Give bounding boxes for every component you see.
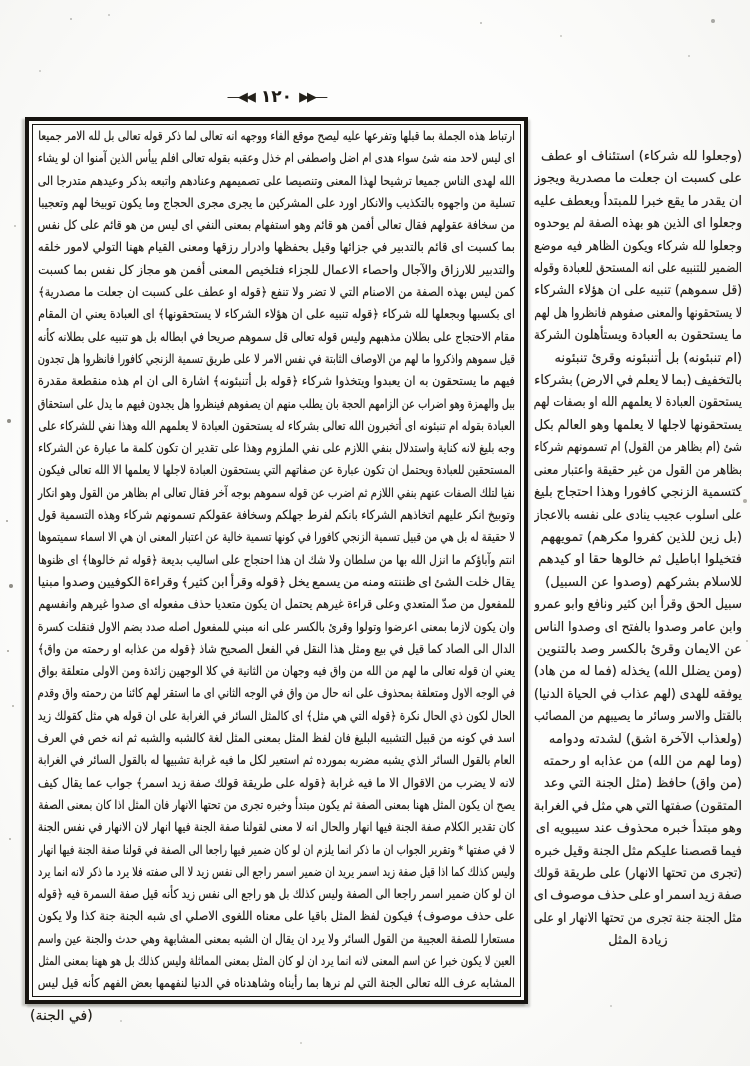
main-text-line: الدال الى الصاد كما قيل في بيع ومثل هذا النقل في الفعل الصحيح شاذ ﴿قوله من عذابه او رحمته من واق﴾ <box>37 640 515 656</box>
page-number: ١٢٠ <box>260 87 293 107</box>
main-text-line: كان تقدير الكلام صفة الجنة فيها انهار والحال انه لا معنى لقولنا صفة الجنة فيها انهار لان الانهار في نفس الجنة <box>37 819 516 835</box>
margin-text-line: (قل سموهم) تنبيه على ان هؤلاء الشركاء <box>534 283 742 299</box>
main-text-line: مقام الاحتجاج على بطلان مذهبهم وليس قوله تعالى قل سموهم صريحا في ابطاله بل هو تنبيه على بطلانه كأنه <box>37 328 515 344</box>
catchword: (في الجنة) <box>30 1008 93 1024</box>
margin-commentary-column <box>534 146 742 958</box>
main-text-line: العام بالقول السائر الذي يشبه مضربه بمورده ثم استعير لكل ما فيه غرابة تشبيها له بالقول السائر في الغرابة <box>37 752 515 768</box>
main-text-line: لا حقيقة له بل هي من قبيل تسمية الزنجي كافورا في كونها تسمية خالية عن اعتبار المعنى ان هي الا اسماء سميتموها <box>38 529 515 545</box>
margin-text-line: يستحقون العبادة لا يعلمهم الله او بصفات لهم <box>534 395 742 411</box>
margin-text-line: فيما قصصنا عليكم مثل الجنة وقيل خبره <box>534 843 742 859</box>
margin-text-line: الضمير للتنبيه على انه المستحق للعبادة وقوله <box>534 261 742 277</box>
margin-text-line: ما يستحقون به العبادة ويستأهلون الشركة <box>534 328 742 344</box>
main-text-line: قيل سموهم واذكروا ما لهم من الاوصاف الثابتة في نفس الامر لا على طريق تسمية الزنجي كافورا فانظروا هل تجدون <box>37 350 515 366</box>
margin-text-line: وجعلوا لله شركاء ويكون الظاهر فيه موضع <box>534 238 742 254</box>
margin-text-line: زيادة المثل <box>608 933 668 949</box>
main-text-line: لانه لا يضرب من الاقوال الا ما فيه غرابة ﴿قوله على طريقة قولك صفة زيد اسمر﴾ جواب عما يقال كيف <box>37 774 516 790</box>
main-text-line: على حذف موصوف﴾ فيكون لفظ المثل باقيا على معناه اللغوى الاصلي اى شبه الجنة جنة كذا ولا يكون <box>38 908 515 924</box>
main-text-line: اى ليس لاحد منه شئ سواء هدى ام اضل واصطفى ام خذل وعقبه بقوله تعالى افلم ييأس الذين آمنوا ان لو يشاء <box>37 150 515 166</box>
main-text-line: مستعارا للصفة العجيبة من القول السائر ولا يرد ان يقال ان الشبه بمعنى المشابهة وهي حدث والجنة عين واسم <box>37 930 516 946</box>
margin-text-line: (ومن يضلل الله) يخذله (فما له من هاد) <box>534 664 742 680</box>
margin-text-line: مثل الجنة جنة تجرى من تحتها الانهار او على <box>534 910 742 926</box>
margin-text-line: بظاهر من القول من غير حقيقة واعتبار معنى <box>534 462 742 478</box>
main-text-line: في الوجه الاول ومتعلقة بمحذوف على انه حال من واق في الوجه الثاني اى ما استقر لهم كائنا من رحمته واق وقدم <box>37 685 515 701</box>
margin-text-line: على اسلوب عجيب ينادى على نفسه بالاعجاز <box>534 507 742 523</box>
main-text-line: كمن ليس بهذه الصفة من الاصنام التي لا تضر ولا تنفع ﴿قوله او عطف على كسبت ان جعلت ما مصدرية﴾ <box>38 284 516 300</box>
margin-text-line: على كسبت ان جعلت ما مصدرية ويجوز <box>534 171 742 187</box>
main-text-line: من سخافة عقولهم فقال تعالى أفمن هو قائم وهو استفهام بمعنى النفي اى ليس من هو قائم على كل نفس <box>37 217 515 233</box>
main-text-block <box>25 117 528 1004</box>
main-text-line: الله لهدى الناس جميعا ترشيحا لهذا المعنى وتنصيصا على تصميمهم وعنادهم واتبعه بذكر وعيدهم متدرجا الى <box>37 172 515 188</box>
main-text-line: العين لا يكون خبرا عن اسم المعنى لانه انما يرد ان لو كان المثل بمعنى المماثلة وليس كذلك بل هو ههنا بمعنى المثل <box>38 952 515 968</box>
main-text-line: وان يكون لازما بمعنى اعرضوا وتولوا وقرئ بالكسر على انه مبني للمفعول اصله صدد بضم الاول فنقلت كسرة <box>37 618 515 634</box>
margin-text-line: شئ (ام بظاهر من القول) ام تسمونهم شركاء <box>534 440 742 456</box>
margin-text-line: لا يستحقونها والمعنى صفوهم فانظروا هل لهم <box>534 305 742 321</box>
main-text-lines <box>38 125 515 995</box>
margin-text-line: عن الايمان وقرئ بالكسر وصد بالتنوين <box>536 641 742 657</box>
margin-text-line: (وجعلوا لله شركاء) استئناف او عطف <box>540 149 742 164</box>
main-text-line: يعني ان قوله تعالى ما لهم من الله من واق فيه وجهان من الثانية في كلا الوجهين زائدة ومن الاولى متعلقة بواق <box>38 663 516 679</box>
margin-text-line: (بل زين للذين كفروا مكرهم) تمويههم <box>540 529 742 545</box>
margin-text-line: (من واق) حافظ (مثل الجنة التي وعد <box>543 776 742 792</box>
ornament-right-icon: ▶▶— <box>299 89 327 105</box>
main-text-line: لا في صفتها * وتقرير الجواب ان ما ذكر انما يلزم ان لو كان ضمير فيها راجعا الى الصفة في قولنا صفة الجنة فيها انهار <box>38 841 515 857</box>
main-text-line: اى بكسبها وبجعلها لله شركاء ﴿قوله تنبيه على ان هؤلاء الشركاء لا يستحقونها﴾ اى العبادة يعني ان المقام <box>38 306 515 322</box>
main-text-line: وجه بليغ لانه كناية واستدلال بنفي اللازم على نفي الملزوم وهذا على تقدير ان تكون كلمة ما عبارة عن الشركاء <box>38 440 516 456</box>
main-text-line: يقال خلت الشئ اى ظننته ومنه من يسمع يخل ﴿قوله وقرأ ابن كثير﴾ وقراءة الكوفيين وصدوا مبنيا <box>37 573 515 589</box>
margin-text-line: للاسلام بشركهم (وصدوا عن السبيل) <box>545 574 742 590</box>
margin-text-line: ان يقدر ما يقع خبرا للمبتدأ ويعطف عليه <box>534 193 742 209</box>
scan-noise <box>0 0 2 2</box>
margin-text-line: وابن عامر وصدوا بالفتح اى وصدوا الناس <box>534 619 742 635</box>
main-text-line: يصح ان يكون المثل ههنا بمعنى الصفة ثم يكون مبتدأ وخبره تجرى من تحتها الانهار فان المثل اذا كان بمعنى الصفة <box>38 796 516 812</box>
main-text-line: نفيا لتلك الصفات عنهم بنفي اللازم ثم اضرب عن قوله سموهم بوجه آخر فقال تعالى ام بظاهر من القول وهو انكار <box>37 484 515 500</box>
main-text-line: بما كسبت اى قائم بالتدبير في جزائها وقيل بحفظها وادرار رزقها ومعنى القيام ههنا التولي لامور خلقه <box>37 239 515 255</box>
margin-text-line: (ولعذاب الآخرة اشق) لشدته ودوامه <box>548 731 742 747</box>
margin-text-line: بالتخفيف (بما لا يعلم في الارض) بشركاء <box>534 373 742 389</box>
margin-text-line: يوفقه للهدى (لهم عذاب في الحياة الدنيا) <box>534 686 742 702</box>
margin-text-line: كتسمية الزنجي كافورا وهذا احتجاج بليغ <box>534 485 742 501</box>
main-text-line: للمفعول من صدّ المتعدي وعلى قراءة غيرهم يحتمل ان يكون متعديا حذف مفعوله اى صدوا غيرهم وانفسهم <box>38 596 516 612</box>
main-text-line: المشابه عرف الله تعالى الجنة التي لم نرها بما رأيناه وشاهدناه في الدنيا لنفهمها بعض الفهم كأنه قيل ليس <box>37 975 516 991</box>
main-text-line: وليس كذلك كما اذا قيل صفة زيد اسمر يريد ان ضمير اسمر راجع الى نفس زيد لا الى صفته فلا يرد ما ذكر لانه انما يرد <box>37 863 515 879</box>
margin-text-line: وجعلوا اى الذين هو بهذه الصفة لم يوحدوه <box>534 216 742 232</box>
main-text-line: فيهم ما يستحقون به ان يعبدوا ويتخذوا شركاء ﴿قوله بل أتنبئونه﴾ اشارة الى ان ام هذه منقطعة مقدرة <box>38 373 515 389</box>
margin-text-line: (تجرى من تحتها الانهار) على طريقة قولك <box>534 866 742 881</box>
margin-text-line: صفة زيد اسمر او على حذف موصوف اى <box>534 888 742 904</box>
margin-text-line: (ام تنبئونه) بل أتنبئونه وقرئ تنبئونه <box>554 350 742 366</box>
margin-text-line: المتقون) صفتها التي هي مثل في الغرابة <box>534 798 742 814</box>
margin-text-line: وهو مبتدأ خبره محذوف عند سيبويه اى <box>535 821 742 837</box>
main-text-line: ارتباط هذه الجملة بما قبلها وتفرعها عليه ليصح موقع الفاء ووجهه انه تعالى لما ذكر قوله تعالى بل لله الامر جميعا <box>38 128 516 143</box>
main-text-line: انتم وآباؤكم ما انزل الله بها من سلطان ولا شك ان هذا احتجاج على اساليب بديعة ﴿قوله ثم خالوها﴾ اى ظنوها <box>38 551 516 567</box>
main-text-line: اسد في كونه من قبيل التشبيه البليغ فان لفظ المثل بمعنى المثل لغة كالشبه والشبه ثم انه خص في العرف <box>37 730 516 746</box>
page-number-header <box>25 82 528 112</box>
margin-text-line: بالقتل والاسر وسائر ما يصيبهم من المصائب <box>534 709 742 725</box>
main-text-line: تسلية من واجهوه بالتكذيب والانكار اورد على المشركين ما يجرى مجرى الحجاج وما يكون توبيخا لهم وتعجيبا <box>38 194 515 210</box>
margin-text-line: فتخيلوا اباطيل ثم خالوها حقا او كيدهم <box>538 552 742 568</box>
main-text-line: الحال لكون ذي الحال نكرة ﴿قوله التي هي مثل﴾ اى كالمثل السائر في الغرابة على ان قوله هي مثل كقولك زيد <box>37 707 516 723</box>
margin-text-line: يستحقونها لاجلها لا يعلمها وهو العالم بكل <box>534 417 742 433</box>
ornament-left-icon: —◀◀ <box>226 89 254 105</box>
main-text-line: والتدبير للارزاق والآجال واحصاء الاعمال للجزاء فتلخيص المعنى أفمن هو مجاز كل نفس بما كسبت <box>38 261 516 277</box>
main-text-line: ان لو كان ضمير اسمر راجعا الى الصفة وليس كذلك بل هو راجع الى نفس زيد كأنه قيل صفة السمرة فيه ﴿قوله <box>37 886 516 902</box>
main-text-line: المستحقين للعبادة ويحتمل ان تكون عبارة عن صفاتهم التي يستحقون العبادة لاجلها لا يعلمها الا الله تعالى فيكون <box>38 462 515 478</box>
main-text-line: ببل والهمزة وهو اضراب عن الزامهم الحجة بان يطلب منهم ان يصفوهم فينظروا هل يجدون فيهم ما يدل على استحقاق <box>37 395 515 411</box>
margin-text-line: سبيل الحق وقرأ ابن كثير ونافع وابو عمرو <box>534 597 742 613</box>
main-text-line: العبادة بقوله ام تنبئونه اى أتخبرون الله تعالى بشركاء له يستحقون العبادة لا يعلمهم الله وهذا نفي للشركاء على <box>38 417 516 433</box>
margin-text-line: (وما لهم من الله) من عذابه او رحمته <box>543 753 742 769</box>
main-text-line: وتوبيخ انكر عليهم اتخاذهم الشركاء بانكم لفرط جهلكم وسخافة عقولكم تسمونهم شركاء وهذه التسمية قول <box>37 507 515 523</box>
